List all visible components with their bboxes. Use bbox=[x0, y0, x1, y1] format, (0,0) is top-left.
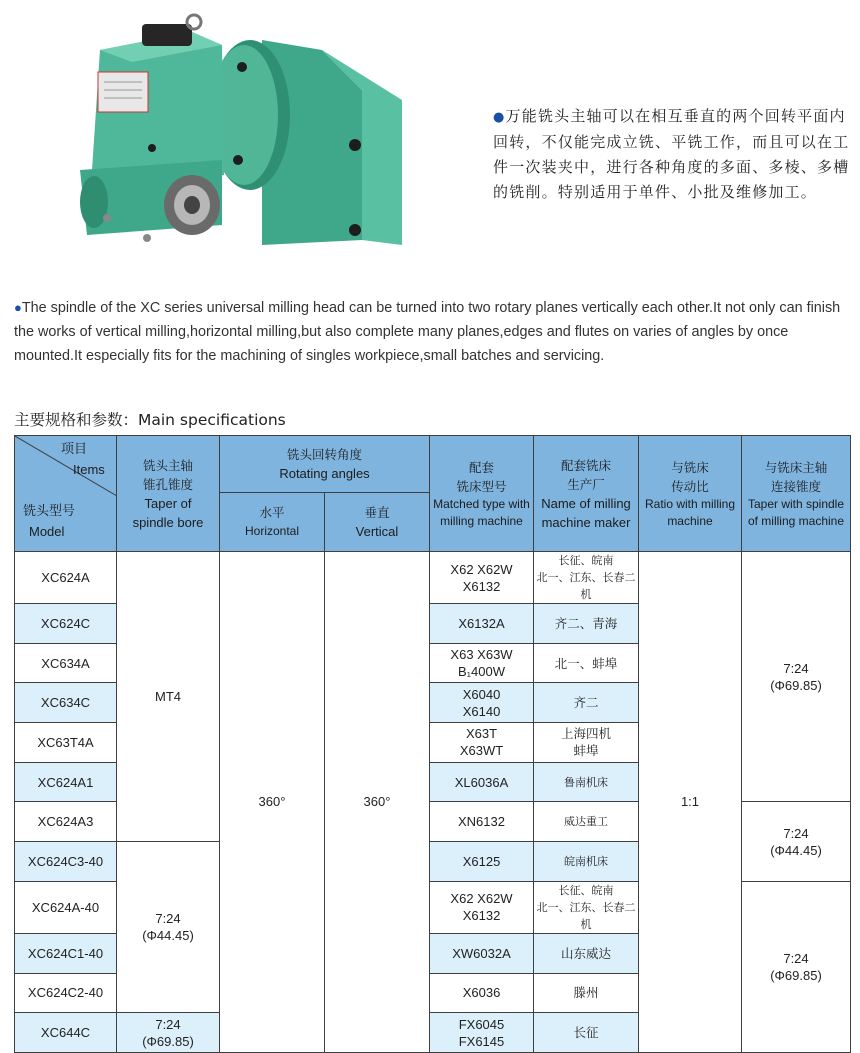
spindle-taper-cell bbox=[742, 802, 851, 881]
header-text: 传动比 bbox=[671, 478, 709, 494]
matched-cell bbox=[430, 604, 534, 644]
maker-text: 鲁南机床 bbox=[564, 775, 608, 789]
maker-cell bbox=[534, 933, 639, 973]
header-text: 垂直 bbox=[364, 505, 390, 521]
header-text: Name of milling bbox=[541, 495, 631, 511]
taper-text: (Φ44.45) bbox=[770, 842, 822, 858]
table-row bbox=[15, 552, 851, 604]
model-label-en: Model bbox=[29, 524, 65, 539]
taper-text: 7:24 bbox=[155, 1016, 181, 1032]
matched-cell bbox=[430, 881, 534, 933]
matched-text: X62 X62W bbox=[450, 891, 513, 907]
model-label-cn: 铣头型号 bbox=[23, 504, 76, 519]
taper-text: (Φ44.45) bbox=[142, 928, 194, 944]
corner-header-cell bbox=[15, 436, 117, 552]
maker-cell bbox=[534, 1013, 639, 1053]
maker-cell bbox=[534, 881, 639, 933]
vertical-cell: 360° bbox=[325, 552, 430, 1053]
header-text: Rotating angles bbox=[279, 466, 370, 482]
matched-cell bbox=[430, 723, 534, 763]
header-text: Horizontal bbox=[244, 524, 300, 539]
maker-cell bbox=[534, 802, 639, 842]
model-cell: XC624C1-40 bbox=[15, 933, 117, 973]
model-cell: XC63T4A bbox=[15, 723, 117, 763]
header-text: 锥孔锥度 bbox=[142, 476, 193, 492]
maker-cell bbox=[534, 604, 639, 644]
maker-text: 上海四机 bbox=[560, 726, 611, 742]
matched-text: X63WT bbox=[459, 743, 504, 759]
header-text: 与铣床 bbox=[671, 459, 709, 475]
maker-text: 北一、蚌埠 bbox=[554, 655, 618, 671]
maker-cell bbox=[534, 683, 639, 723]
matched-cell bbox=[430, 802, 534, 842]
taper-text: 7:24 bbox=[783, 825, 809, 841]
model-cell: XC624A3 bbox=[15, 802, 117, 842]
matched-cell bbox=[430, 933, 534, 973]
model-cell: XC624A1 bbox=[15, 762, 117, 802]
col-matched-header bbox=[430, 436, 534, 552]
top-cap bbox=[142, 24, 192, 46]
matched-text: X63 X63W bbox=[450, 647, 513, 663]
header-text: 生产厂 bbox=[567, 476, 605, 492]
taper-cell bbox=[117, 842, 220, 1013]
header-text: of milling machine bbox=[747, 513, 845, 528]
maker-text: 长征、皖南 bbox=[558, 554, 614, 567]
matched-text: X6036 bbox=[462, 985, 501, 1001]
header-text: 铣头回转角度 bbox=[286, 447, 362, 463]
col-spindle-taper-header bbox=[742, 436, 851, 552]
model-cell: XC624A-40 bbox=[15, 881, 117, 933]
taper-cell: MT4 bbox=[117, 552, 220, 842]
header-text: machine bbox=[667, 513, 713, 528]
taper-text: (Φ69.85) bbox=[770, 677, 822, 693]
items-label-cn: 项目 bbox=[61, 442, 88, 457]
matched-text: XW6032A bbox=[452, 945, 511, 961]
taper-cell bbox=[117, 1013, 220, 1053]
maker-cell bbox=[534, 762, 639, 802]
header-text: Vertical bbox=[355, 524, 399, 540]
matched-text: X6125 bbox=[462, 853, 501, 869]
maker-text: 北一、江东、长春二机 bbox=[536, 900, 636, 931]
bullet-icon: ● bbox=[493, 110, 506, 125]
matched-cell bbox=[430, 1013, 534, 1053]
model-cell: XC624C bbox=[15, 604, 117, 644]
horizontal-cell: 360° bbox=[220, 552, 325, 1053]
taper-text: 7:24 bbox=[783, 950, 809, 966]
lifting-eye bbox=[187, 15, 201, 29]
taper-text: 7:24 bbox=[783, 660, 809, 676]
matched-text: XN6132 bbox=[458, 814, 505, 830]
header-text: Matched type with bbox=[433, 496, 530, 511]
maker-text: 长征 bbox=[573, 1025, 599, 1041]
maker-text: 长征、皖南 bbox=[558, 883, 614, 897]
maker-text: 齐二 bbox=[573, 695, 599, 711]
matched-text: X6132 bbox=[462, 578, 501, 594]
maker-text: 齐二、青海 bbox=[554, 615, 618, 631]
matched-text: FX6145 bbox=[458, 1033, 505, 1049]
spec-table bbox=[14, 435, 851, 1053]
matched-text: X6140 bbox=[462, 703, 501, 719]
maker-cell bbox=[534, 723, 639, 763]
maker-cell bbox=[534, 973, 639, 1013]
header-text: 连接锥度 bbox=[770, 478, 821, 494]
header-text: 配套 bbox=[468, 459, 494, 475]
matched-text: X6040 bbox=[462, 686, 501, 702]
header-text: machine maker bbox=[541, 514, 631, 530]
matched-text: XL6036A bbox=[454, 774, 509, 790]
maker-cell bbox=[534, 552, 639, 604]
header-text: spindle bore bbox=[132, 514, 204, 530]
bolt bbox=[349, 224, 361, 236]
intro-chinese bbox=[493, 104, 855, 205]
header-text: 水平 bbox=[259, 505, 285, 521]
matched-cell bbox=[430, 683, 534, 723]
maker-text: 皖南机床 bbox=[564, 854, 608, 868]
col-vertical-header bbox=[325, 493, 430, 552]
matched-text: B₁400W bbox=[457, 664, 506, 680]
intro-english-text: The spindle of the XC series universal milling head can be turned into two rotary planes vertically each other.It not only can finish the works of vertical milling,horizontal milling,but also complete many planes,edges and flutes on varies of angles by once mounted.It especially fits for the machining of singles workpiece,small batches and servicing. bbox=[14, 300, 841, 364]
maker-text: 山东威达 bbox=[560, 945, 611, 961]
header-text: 与铣床主轴 bbox=[764, 459, 828, 475]
intro-english bbox=[14, 296, 854, 368]
maker-text: 蚌埠 bbox=[573, 743, 599, 759]
col-taper-header bbox=[117, 436, 220, 552]
maker-cell bbox=[534, 842, 639, 882]
header-text: Taper of bbox=[144, 495, 192, 511]
intro-chinese-text: 万能铣头主轴可以在相互垂直的两个回转平面内回转，不仅能完成立铣、平铣工作，而且可以在工件一次装夹中，进行各种角度的多面、多棱、多槽的铣削。特别适用于单件、小批及维修加工。 bbox=[493, 107, 850, 201]
spec-title: 主要规格和参数：Main specifications bbox=[14, 411, 286, 429]
model-cell: XC644C bbox=[15, 1013, 117, 1053]
maker-text: 威达重工 bbox=[564, 815, 608, 829]
matched-text: FX6045 bbox=[458, 1016, 505, 1032]
spindle-taper-cell bbox=[742, 552, 851, 802]
spindle-taper-cell bbox=[742, 881, 851, 1052]
header-text: Ratio with milling bbox=[644, 496, 736, 511]
header-text: Taper with spindle bbox=[747, 496, 845, 511]
model-cell: XC624A bbox=[15, 552, 117, 604]
header-text: milling machine bbox=[440, 513, 523, 528]
model-cell: XC634A bbox=[15, 643, 117, 683]
matched-text: X6132 bbox=[462, 908, 501, 924]
taper-text: (Φ69.85) bbox=[142, 1033, 194, 1049]
col-maker-header bbox=[534, 436, 639, 552]
maker-cell bbox=[534, 643, 639, 683]
matched-text: X63T bbox=[465, 726, 498, 742]
nameplate bbox=[98, 72, 148, 112]
model-cell: XC624C3-40 bbox=[15, 842, 117, 882]
matched-text: X6132A bbox=[458, 615, 505, 631]
bullet-icon: ● bbox=[14, 300, 22, 315]
maker-text: 滕州 bbox=[573, 985, 599, 1001]
maker-text: 北一、江东、长春二机 bbox=[536, 571, 636, 601]
col-horizontal-header bbox=[220, 493, 325, 552]
model-cell: XC634C bbox=[15, 683, 117, 723]
header-text: 铣头主轴 bbox=[142, 457, 193, 473]
col-rotating-header bbox=[220, 436, 430, 493]
milling-head-photo bbox=[72, 10, 412, 250]
matched-cell bbox=[430, 552, 534, 604]
matched-cell bbox=[430, 762, 534, 802]
matched-text: X62 X62W bbox=[450, 561, 513, 577]
bolt bbox=[349, 139, 361, 151]
ratio-cell: 1:1 bbox=[639, 552, 742, 1053]
model-cell: XC624C2-40 bbox=[15, 973, 117, 1013]
taper-text: 7:24 bbox=[155, 911, 181, 927]
matched-cell bbox=[430, 643, 534, 683]
taper-text: (Φ69.85) bbox=[770, 967, 822, 983]
matched-cell bbox=[430, 973, 534, 1013]
items-label-en: Items bbox=[73, 462, 105, 477]
header-text: 铣床型号 bbox=[456, 478, 507, 494]
header-text: 配套铣床 bbox=[560, 457, 611, 473]
col-ratio-header bbox=[639, 436, 742, 552]
matched-cell bbox=[430, 842, 534, 882]
